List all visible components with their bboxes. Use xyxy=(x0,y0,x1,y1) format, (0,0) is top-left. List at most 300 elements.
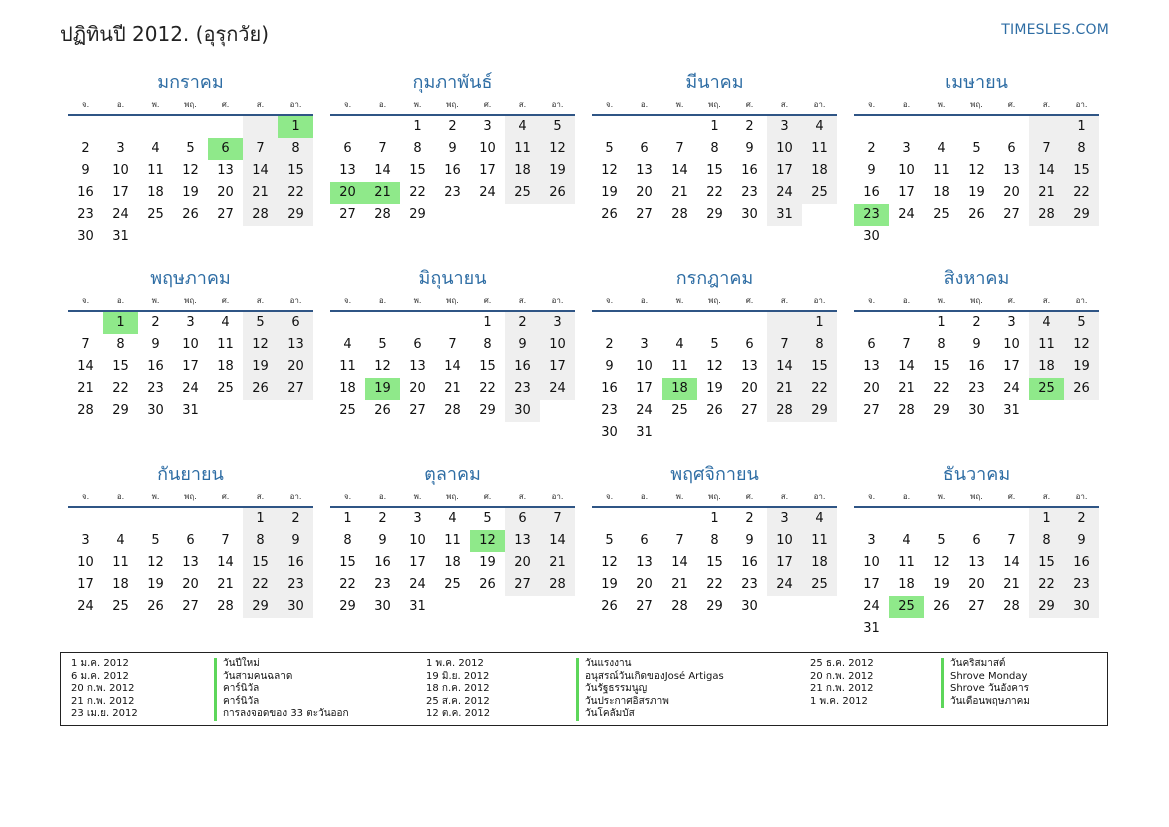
holiday-day-cell: 19 xyxy=(365,378,400,400)
holiday-date: 25 ธ.ค. 2012 xyxy=(810,658,874,669)
day-cell: 3 xyxy=(767,508,802,530)
day-cell: 27 xyxy=(1003,207,1020,222)
weekday-label: อ. xyxy=(640,100,649,109)
day-cell: 4 xyxy=(1029,312,1064,334)
day-cell: 16 xyxy=(741,555,758,570)
holiday-list xyxy=(60,652,1108,726)
weekday-label: ศ. xyxy=(483,492,492,501)
day-cell: 24 xyxy=(863,599,880,614)
day-cell: 28 xyxy=(444,403,461,418)
day-cell: 9 xyxy=(745,533,754,548)
day-cell: 6 xyxy=(745,337,754,352)
day-cell: 15 xyxy=(479,359,496,374)
empty-day-cell xyxy=(173,508,208,530)
month-name: มิถุนายน xyxy=(418,268,487,289)
day-cell: 10 xyxy=(636,359,653,374)
day-cell: 11 xyxy=(933,163,950,178)
day-cell: 12 xyxy=(706,359,723,374)
weekday-label: พฤ. xyxy=(970,100,983,109)
day-cell: 4 xyxy=(802,116,837,138)
weekday-label: จ. xyxy=(605,492,614,501)
day-cell: 24 xyxy=(1003,381,1020,396)
day-cell: 3 xyxy=(1007,315,1016,330)
weekday-label: พฤ. xyxy=(446,296,459,305)
day-cell: 27 xyxy=(278,378,313,400)
day-cell: 17 xyxy=(767,552,802,574)
day-cell: 5 xyxy=(937,533,946,548)
day-cell: 3 xyxy=(902,141,911,156)
day-cell: 20 xyxy=(182,577,199,592)
day-cell: 28 xyxy=(540,574,575,596)
day-cell: 21 xyxy=(77,381,94,396)
day-cell: 26 xyxy=(374,403,391,418)
day-cell: 8 xyxy=(343,533,352,548)
day-cell: 19 xyxy=(706,381,723,396)
weekday-label: พ. xyxy=(151,492,160,501)
holiday-date: 20 ก.พ. 2012 xyxy=(810,670,874,682)
day-cell: 10 xyxy=(77,555,94,570)
empty-day-cell xyxy=(697,312,732,334)
day-cell: 17 xyxy=(636,381,653,396)
day-cell: 24 xyxy=(409,577,426,592)
day-cell: 20 xyxy=(863,381,880,396)
day-cell: 2 xyxy=(745,119,754,134)
month-name: กุมภาพันธ์ xyxy=(412,72,493,93)
day-cell: 28 xyxy=(77,403,94,418)
day-cell: 4 xyxy=(802,508,837,530)
empty-day-cell xyxy=(103,508,138,530)
day-cell: 29 xyxy=(278,204,313,226)
month-name: เมษายน xyxy=(945,72,1008,93)
weekday-label: ศ. xyxy=(745,100,754,109)
day-cell: 5 xyxy=(1064,312,1099,334)
day-cell: 12 xyxy=(933,555,950,570)
day-cell: 5 xyxy=(710,337,719,352)
month-calendar xyxy=(854,266,1099,462)
day-cell: 14 xyxy=(767,356,802,378)
month-calendar xyxy=(592,462,837,658)
weekday-label: อา. xyxy=(551,100,564,109)
day-cell: 20 xyxy=(409,381,426,396)
day-cell: 26 xyxy=(540,182,575,204)
day-cell: 26 xyxy=(706,403,723,418)
day-cell: 29 xyxy=(409,207,426,222)
weekday-label: ส. xyxy=(1042,492,1051,501)
day-cell: 14 xyxy=(1003,555,1020,570)
weekday-label: อา. xyxy=(1075,100,1088,109)
day-cell: 28 xyxy=(243,204,278,226)
holiday-name: วันประกาศอิสรภาพ xyxy=(576,696,724,709)
day-cell: 8 xyxy=(802,334,837,356)
weekday-header xyxy=(68,488,313,508)
day-cell: 8 xyxy=(116,337,125,352)
weekday-label: ศ. xyxy=(1007,296,1016,305)
day-cell: 13 xyxy=(636,163,653,178)
day-cell: 9 xyxy=(605,359,614,374)
day-cell: 3 xyxy=(186,315,195,330)
day-cell: 17 xyxy=(479,163,496,178)
day-cell: 13 xyxy=(636,555,653,570)
weekday-label: อา. xyxy=(289,100,302,109)
weekday-label: จ. xyxy=(81,100,90,109)
empty-day-cell xyxy=(924,116,959,138)
day-cell: 21 xyxy=(671,577,688,592)
holiday-day-cell: 25 xyxy=(889,596,924,618)
weekday-label: อ. xyxy=(116,100,125,109)
day-cell: 22 xyxy=(1064,182,1099,204)
day-cell: 29 xyxy=(112,403,129,418)
day-cell: 17 xyxy=(112,185,129,200)
day-cell: 22 xyxy=(243,574,278,596)
months-grid xyxy=(68,70,1102,658)
day-cell: 3 xyxy=(116,141,125,156)
day-cell: 2 xyxy=(448,119,457,134)
day-cell: 12 xyxy=(147,555,164,570)
weekday-label: พ. xyxy=(675,296,684,305)
day-cell: 11 xyxy=(671,359,688,374)
day-cell: 31 xyxy=(112,229,129,244)
empty-day-cell xyxy=(592,116,627,138)
day-cell: 5 xyxy=(605,141,614,156)
brand-link[interactable]: TIMESLES.COM xyxy=(1001,22,1109,38)
day-cell: 17 xyxy=(898,185,915,200)
day-cell: 20 xyxy=(636,577,653,592)
weekday-label: พ. xyxy=(151,296,160,305)
empty-day-cell xyxy=(103,116,138,138)
day-cell: 16 xyxy=(968,359,985,374)
day-cell: 24 xyxy=(182,381,199,396)
empty-day-cell xyxy=(994,508,1029,530)
day-cell: 21 xyxy=(671,185,688,200)
day-cell: 30 xyxy=(741,599,758,614)
day-cell: 22 xyxy=(802,378,837,400)
day-grid xyxy=(592,508,837,618)
day-cell: 21 xyxy=(444,381,461,396)
day-cell: 27 xyxy=(968,599,985,614)
day-cell: 9 xyxy=(448,141,457,156)
weekday-label: ศ. xyxy=(221,296,230,305)
day-grid xyxy=(330,312,575,422)
day-cell: 17 xyxy=(182,359,199,374)
day-cell: 12 xyxy=(601,163,618,178)
day-cell: 9 xyxy=(151,337,160,352)
weekday-header xyxy=(330,488,575,508)
day-cell: 4 xyxy=(343,337,352,352)
empty-day-cell xyxy=(138,508,173,530)
day-cell: 19 xyxy=(601,577,618,592)
day-cell: 22 xyxy=(479,381,496,396)
weekday-label: จ. xyxy=(867,296,876,305)
month-calendar xyxy=(68,70,313,266)
empty-day-cell xyxy=(243,116,278,138)
day-cell: 11 xyxy=(147,163,164,178)
weekday-label: พ. xyxy=(413,296,422,305)
day-cell: 24 xyxy=(767,574,802,596)
day-cell: 13 xyxy=(339,163,356,178)
day-cell: 4 xyxy=(448,511,457,526)
day-cell: 5 xyxy=(151,533,160,548)
day-grid xyxy=(68,312,313,422)
day-cell: 30 xyxy=(147,403,164,418)
month-name: กรกฎาคม xyxy=(675,268,754,289)
day-cell: 21 xyxy=(243,182,278,204)
day-cell: 13 xyxy=(278,334,313,356)
empty-day-cell xyxy=(330,116,365,138)
day-cell: 27 xyxy=(863,403,880,418)
weekday-label: ศ. xyxy=(221,492,230,501)
weekday-label: ส. xyxy=(1042,296,1051,305)
holiday-date: 6 ม.ค. 2012 xyxy=(71,670,129,682)
day-cell: 18 xyxy=(802,552,837,574)
day-cell: 23 xyxy=(601,403,618,418)
day-cell: 31 xyxy=(182,403,199,418)
day-cell: 7 xyxy=(540,508,575,530)
day-cell: 2 xyxy=(505,312,540,334)
day-cell: 11 xyxy=(898,555,915,570)
holiday-day-cell: 1 xyxy=(278,116,313,138)
weekday-label: พฤ. xyxy=(970,492,983,501)
day-cell: 8 xyxy=(710,141,719,156)
day-cell: 7 xyxy=(243,138,278,160)
holiday-name: วันโคลัมบัส xyxy=(576,708,724,721)
day-cell: 12 xyxy=(601,555,618,570)
weekday-label: อ. xyxy=(116,296,125,305)
weekday-label: ส. xyxy=(256,296,265,305)
day-cell: 7 xyxy=(902,337,911,352)
day-cell: 22 xyxy=(1029,574,1064,596)
day-cell: 15 xyxy=(339,555,356,570)
day-cell: 10 xyxy=(112,163,129,178)
day-grid xyxy=(68,508,313,618)
empty-day-cell xyxy=(68,508,103,530)
day-cell: 13 xyxy=(182,555,199,570)
day-cell: 29 xyxy=(1029,596,1064,618)
day-cell: 11 xyxy=(444,533,461,548)
day-cell: 13 xyxy=(968,555,985,570)
empty-day-cell xyxy=(173,116,208,138)
day-cell: 10 xyxy=(863,555,880,570)
day-cell: 4 xyxy=(937,141,946,156)
holiday-name: คาร์นิวัล xyxy=(214,683,349,696)
day-cell: 15 xyxy=(243,552,278,574)
month-calendar xyxy=(854,70,1099,266)
weekday-label: จ. xyxy=(867,100,876,109)
day-cell: 17 xyxy=(1003,359,1020,374)
day-cell: 25 xyxy=(444,577,461,592)
day-cell: 19 xyxy=(540,160,575,182)
day-cell: 7 xyxy=(378,141,387,156)
day-cell: 5 xyxy=(483,511,492,526)
weekday-label: อา. xyxy=(551,296,564,305)
month-calendar xyxy=(330,462,575,658)
weekday-label: ส. xyxy=(1042,100,1051,109)
day-cell: 6 xyxy=(640,141,649,156)
day-cell: 20 xyxy=(505,552,540,574)
weekday-label: พ. xyxy=(937,492,946,501)
holiday-date-column xyxy=(426,658,490,721)
empty-day-cell xyxy=(627,116,662,138)
day-cell: 6 xyxy=(186,533,195,548)
day-cell: 25 xyxy=(933,207,950,222)
day-cell: 22 xyxy=(112,381,129,396)
weekday-label: อา. xyxy=(289,296,302,305)
holiday-name: Shrove Monday xyxy=(941,671,1030,684)
day-cell: 27 xyxy=(741,403,758,418)
day-cell: 30 xyxy=(1064,596,1099,618)
day-cell: 22 xyxy=(278,182,313,204)
weekday-header xyxy=(854,488,1099,508)
holiday-name: วันปีใหม่ xyxy=(214,658,349,671)
holiday-name: คาร์นิวัล xyxy=(214,696,349,709)
day-cell: 3 xyxy=(81,533,90,548)
weekday-label: ส. xyxy=(780,492,789,501)
day-cell: 11 xyxy=(802,530,837,552)
day-cell: 5 xyxy=(243,312,278,334)
day-cell: 27 xyxy=(505,574,540,596)
day-cell: 10 xyxy=(479,141,496,156)
day-cell: 27 xyxy=(217,207,234,222)
day-cell: 14 xyxy=(374,163,391,178)
day-cell: 29 xyxy=(339,599,356,614)
day-cell: 18 xyxy=(898,577,915,592)
weekday-label: อา. xyxy=(289,492,302,501)
holiday-date: 12 ต.ค. 2012 xyxy=(426,708,491,719)
day-cell: 8 xyxy=(243,530,278,552)
day-cell: 11 xyxy=(802,138,837,160)
day-cell: 20 xyxy=(278,356,313,378)
holiday-date: 1 ม.ค. 2012 xyxy=(71,658,129,669)
day-cell: 16 xyxy=(1064,552,1099,574)
month-calendar xyxy=(592,70,837,266)
day-cell: 4 xyxy=(151,141,160,156)
day-cell: 7 xyxy=(1029,138,1064,160)
day-cell: 29 xyxy=(802,400,837,422)
day-cell: 20 xyxy=(636,185,653,200)
month-calendar xyxy=(330,266,575,462)
weekday-label: อา. xyxy=(813,100,826,109)
day-cell: 10 xyxy=(540,334,575,356)
day-cell: 30 xyxy=(741,207,758,222)
holiday-date-column xyxy=(810,658,874,708)
day-cell: 24 xyxy=(636,403,653,418)
day-cell: 25 xyxy=(147,207,164,222)
day-cell: 2 xyxy=(745,511,754,526)
empty-day-cell xyxy=(365,312,400,334)
day-cell: 28 xyxy=(1029,204,1064,226)
day-cell: 7 xyxy=(448,337,457,352)
day-cell: 25 xyxy=(802,182,837,204)
day-cell: 3 xyxy=(767,116,802,138)
weekday-label: ส. xyxy=(518,100,527,109)
day-cell: 24 xyxy=(767,182,802,204)
day-cell: 28 xyxy=(767,400,802,422)
day-cell: 7 xyxy=(81,337,90,352)
holiday-name-column xyxy=(214,658,349,721)
day-cell: 2 xyxy=(867,141,876,156)
weekday-label: พฤ. xyxy=(708,100,721,109)
day-cell: 23 xyxy=(374,577,391,592)
day-cell: 4 xyxy=(221,315,230,330)
day-cell: 28 xyxy=(898,403,915,418)
day-cell: 19 xyxy=(968,185,985,200)
day-cell: 28 xyxy=(217,599,234,614)
holiday-name: อนุสรณ์วันเกิดของJosé Artigas xyxy=(576,671,724,684)
day-cell: 15 xyxy=(1029,552,1064,574)
weekday-label: อา. xyxy=(813,492,826,501)
weekday-label: ส. xyxy=(256,100,265,109)
day-cell: 1 xyxy=(243,508,278,530)
day-cell: 12 xyxy=(1064,334,1099,356)
day-cell: 4 xyxy=(505,116,540,138)
weekday-label: พฤ. xyxy=(184,492,197,501)
day-cell: 25 xyxy=(802,574,837,596)
weekday-label: จ. xyxy=(867,492,876,501)
day-cell: 19 xyxy=(243,356,278,378)
day-cell: 11 xyxy=(217,337,234,352)
day-cell: 16 xyxy=(505,356,540,378)
weekday-label: จ. xyxy=(605,100,614,109)
day-cell: 15 xyxy=(706,163,723,178)
day-cell: 25 xyxy=(217,381,234,396)
day-grid xyxy=(854,116,1099,248)
day-cell: 18 xyxy=(1029,356,1064,378)
weekday-label: อ. xyxy=(902,296,911,305)
day-cell: 8 xyxy=(937,337,946,352)
day-cell: 7 xyxy=(767,334,802,356)
weekday-label: พ. xyxy=(937,100,946,109)
day-cell: 28 xyxy=(1003,599,1020,614)
day-cell: 20 xyxy=(217,185,234,200)
day-cell: 19 xyxy=(1064,356,1099,378)
day-cell: 21 xyxy=(767,378,802,400)
holiday-date: 21 ก.พ. 2012 xyxy=(71,695,135,707)
day-cell: 22 xyxy=(933,381,950,396)
day-cell: 19 xyxy=(479,555,496,570)
day-cell: 30 xyxy=(278,596,313,618)
holiday-day-cell: 18 xyxy=(662,378,697,400)
month-calendar xyxy=(854,462,1099,658)
day-cell: 12 xyxy=(374,359,391,374)
day-cell: 23 xyxy=(1064,574,1099,596)
day-cell: 2 xyxy=(278,508,313,530)
holiday-date: 1 พ.ค. 2012 xyxy=(810,695,868,707)
weekday-label: พ. xyxy=(675,492,684,501)
weekday-label: อา. xyxy=(813,296,826,305)
empty-day-cell xyxy=(330,312,365,334)
month-name: มีนาคม xyxy=(685,72,744,93)
day-cell: 25 xyxy=(671,403,688,418)
day-cell: 9 xyxy=(745,141,754,156)
weekday-label: ส. xyxy=(780,100,789,109)
empty-day-cell xyxy=(924,508,959,530)
day-cell: 5 xyxy=(186,141,195,156)
day-cell: 5 xyxy=(972,141,981,156)
day-grid xyxy=(854,508,1099,640)
day-cell: 6 xyxy=(972,533,981,548)
day-cell: 12 xyxy=(243,334,278,356)
day-cell: 15 xyxy=(933,359,950,374)
empty-day-cell xyxy=(854,116,889,138)
day-cell: 26 xyxy=(933,599,950,614)
weekday-header xyxy=(592,292,837,312)
day-cell: 30 xyxy=(863,229,880,244)
day-cell: 1 xyxy=(343,511,352,526)
empty-day-cell xyxy=(889,312,924,334)
day-cell: 3 xyxy=(640,337,649,352)
day-cell: 9 xyxy=(867,163,876,178)
day-cell: 18 xyxy=(444,555,461,570)
holiday-date: 25 ส.ค. 2012 xyxy=(426,695,490,707)
